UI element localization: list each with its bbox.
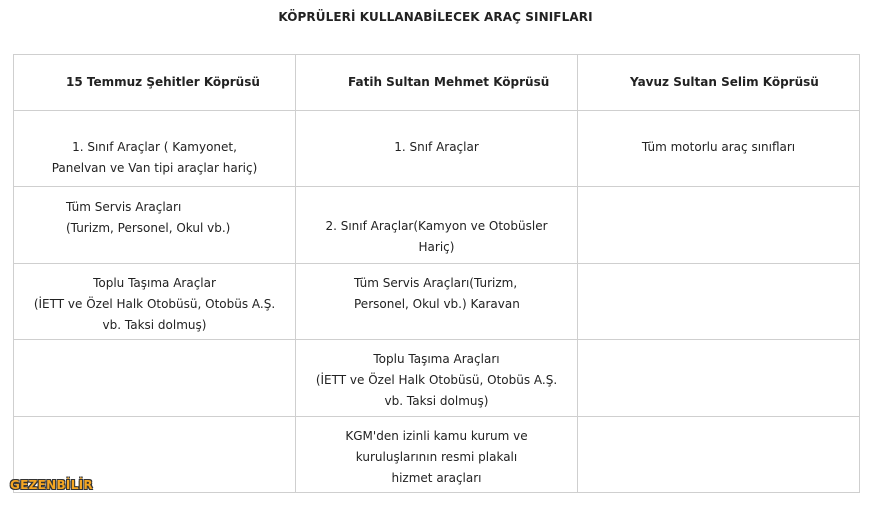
- page-title: KÖPRÜLERİ KULLANABİLECEK ARAÇ SINIFLARI: [278, 10, 593, 24]
- table-cell: Toplu Taşıma Araçları (İETT ve Özel Halk Otobüsü, Otobüs A.Ş. vb. Taksi dolmuş): [296, 340, 578, 417]
- header-15-temmuz: 15 Temmuz Şehitler Köprüsü: [14, 55, 296, 111]
- table-row: [14, 187, 860, 264]
- table-cell: 1. Sınıf Araçlar ( Kamyonet, Panelvan ve Van tipi araçlar hariç): [14, 111, 296, 187]
- table-cell: [578, 417, 860, 493]
- table-cell: [578, 264, 860, 340]
- table-cell: Tüm Servis Araçları (Turizm, Personel, Okul vb.): [14, 187, 296, 264]
- table-row: [14, 417, 860, 493]
- vehicle-class-table: [13, 54, 860, 493]
- table-cell: [578, 340, 860, 417]
- table-cell: [14, 340, 296, 417]
- table-header-row: [14, 55, 860, 111]
- table-cell: KGM'den izinli kamu kurum ve kuruluşlarının resmi plakalı hizmet araçları: [296, 417, 578, 493]
- watermark-logo: GEZENBİLİR: [10, 478, 93, 492]
- table-cell: [578, 187, 860, 264]
- table-row: [14, 111, 860, 187]
- table-cell: Tüm motorlu araç sınıfları: [578, 111, 860, 187]
- header-yavuz-sultan-selim: Yavuz Sultan Selim Köprüsü: [578, 55, 860, 111]
- header-fatih-sultan-mehmet: Fatih Sultan Mehmet Köprüsü: [296, 55, 578, 111]
- table-cell: 1. Snıf Araçlar: [296, 111, 578, 187]
- table-row: [14, 340, 860, 417]
- table-cell: Toplu Taşıma Araçlar (İETT ve Özel Halk Otobüsü, Otobüs A.Ş. vb. Taksi dolmuş): [14, 264, 296, 340]
- table-cell: Tüm Servis Araçları(Turizm, Personel, Okul vb.) Karavan: [296, 264, 578, 340]
- table-row: [14, 264, 860, 340]
- table-cell: 2. Sınıf Araçlar(Kamyon ve Otobüsler Hariç): [296, 187, 578, 264]
